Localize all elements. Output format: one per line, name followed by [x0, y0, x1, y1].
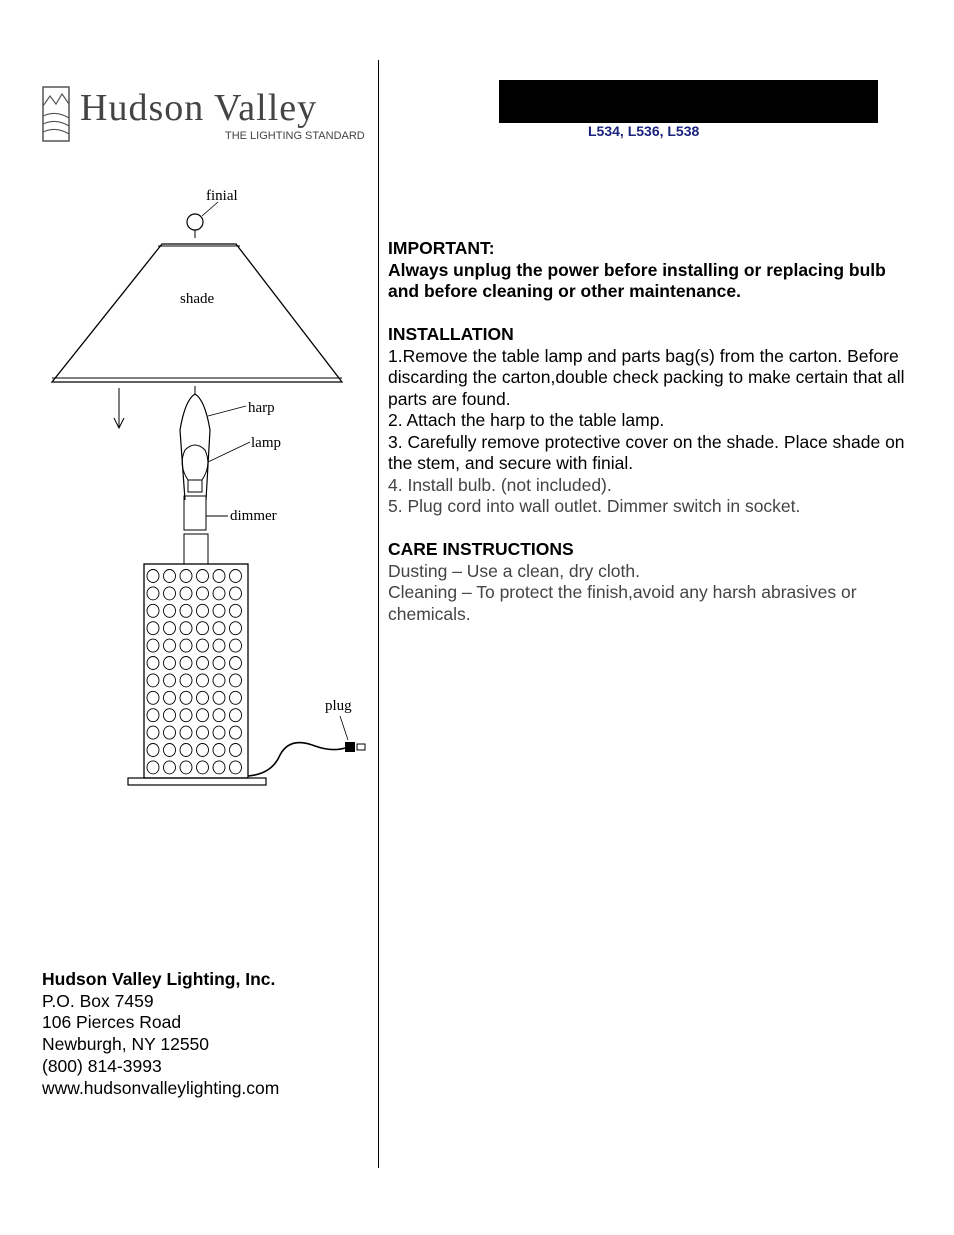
- brand-name: Hudson Valley: [80, 87, 318, 129]
- label-finial: finial: [206, 188, 238, 204]
- label-plug: plug: [325, 698, 352, 714]
- harp-icon: [180, 394, 210, 500]
- finial-icon: [187, 214, 203, 230]
- shade-icon: [52, 244, 342, 382]
- address-line: 106 Pierces Road: [42, 1012, 182, 1033]
- hudson-valley-logo-icon: [42, 86, 72, 142]
- care-item: Dusting – Use a clean, dry cloth.: [388, 560, 640, 581]
- care-item: Cleaning – To protect the finish,avoid any harsh abrasives or chemicals.: [388, 582, 857, 624]
- instructions: [388, 238, 908, 625]
- lamp-base-icon: [144, 564, 248, 778]
- installation-step: 5. Plug cord into wall outlet. Dimmer switch in socket.: [388, 496, 801, 516]
- care-heading: CARE INSTRUCTIONS: [388, 539, 574, 559]
- bulb-icon: [182, 445, 208, 480]
- lamp-diagram: [40, 180, 370, 792]
- brand-tagline: THE LIGHTING STANDARD: [225, 130, 365, 142]
- label-dimmer: dimmer: [230, 508, 277, 524]
- plug-icon: [345, 742, 355, 752]
- company-name: Hudson Valley Lighting, Inc.: [42, 969, 276, 989]
- socket-icon: [184, 496, 206, 530]
- label-harp: harp: [248, 400, 275, 416]
- model-numbers: L534, L536, L538: [588, 123, 700, 139]
- installation-step: 2. Attach the harp to the table lamp.: [388, 410, 665, 430]
- important-heading: IMPORTANT:: [388, 238, 495, 258]
- label-lamp: lamp: [251, 435, 281, 451]
- installation-step: 1.Remove the table lamp and parts bag(s) from the carton. Before discarding the carton,double check packing to make certain that all parts are found.: [388, 345, 905, 409]
- address-line: P.O. Box 7459: [42, 990, 154, 1011]
- phone: (800) 814-3993: [42, 1055, 162, 1076]
- installation-heading: INSTALLATION: [388, 324, 514, 344]
- label-shade: shade: [180, 291, 215, 307]
- address-line: Newburgh, NY 12550: [42, 1034, 210, 1055]
- website-link[interactable]: www.hudsonvalleylighting.com: [42, 1077, 280, 1098]
- title-bar: [499, 80, 878, 123]
- column-divider: [378, 60, 379, 1168]
- installation-step: 4. Install bulb. (not included).: [388, 474, 612, 495]
- installation-step: 3. Carefully remove protective cover on the shade. Place shade on the stem, and secure with finial.: [388, 431, 905, 473]
- company-address: [42, 969, 279, 1099]
- cord-icon: [248, 743, 345, 776]
- important-text: Always unplug the power before installing or replacing bulb and before cleaning or other maintenance.: [388, 259, 886, 301]
